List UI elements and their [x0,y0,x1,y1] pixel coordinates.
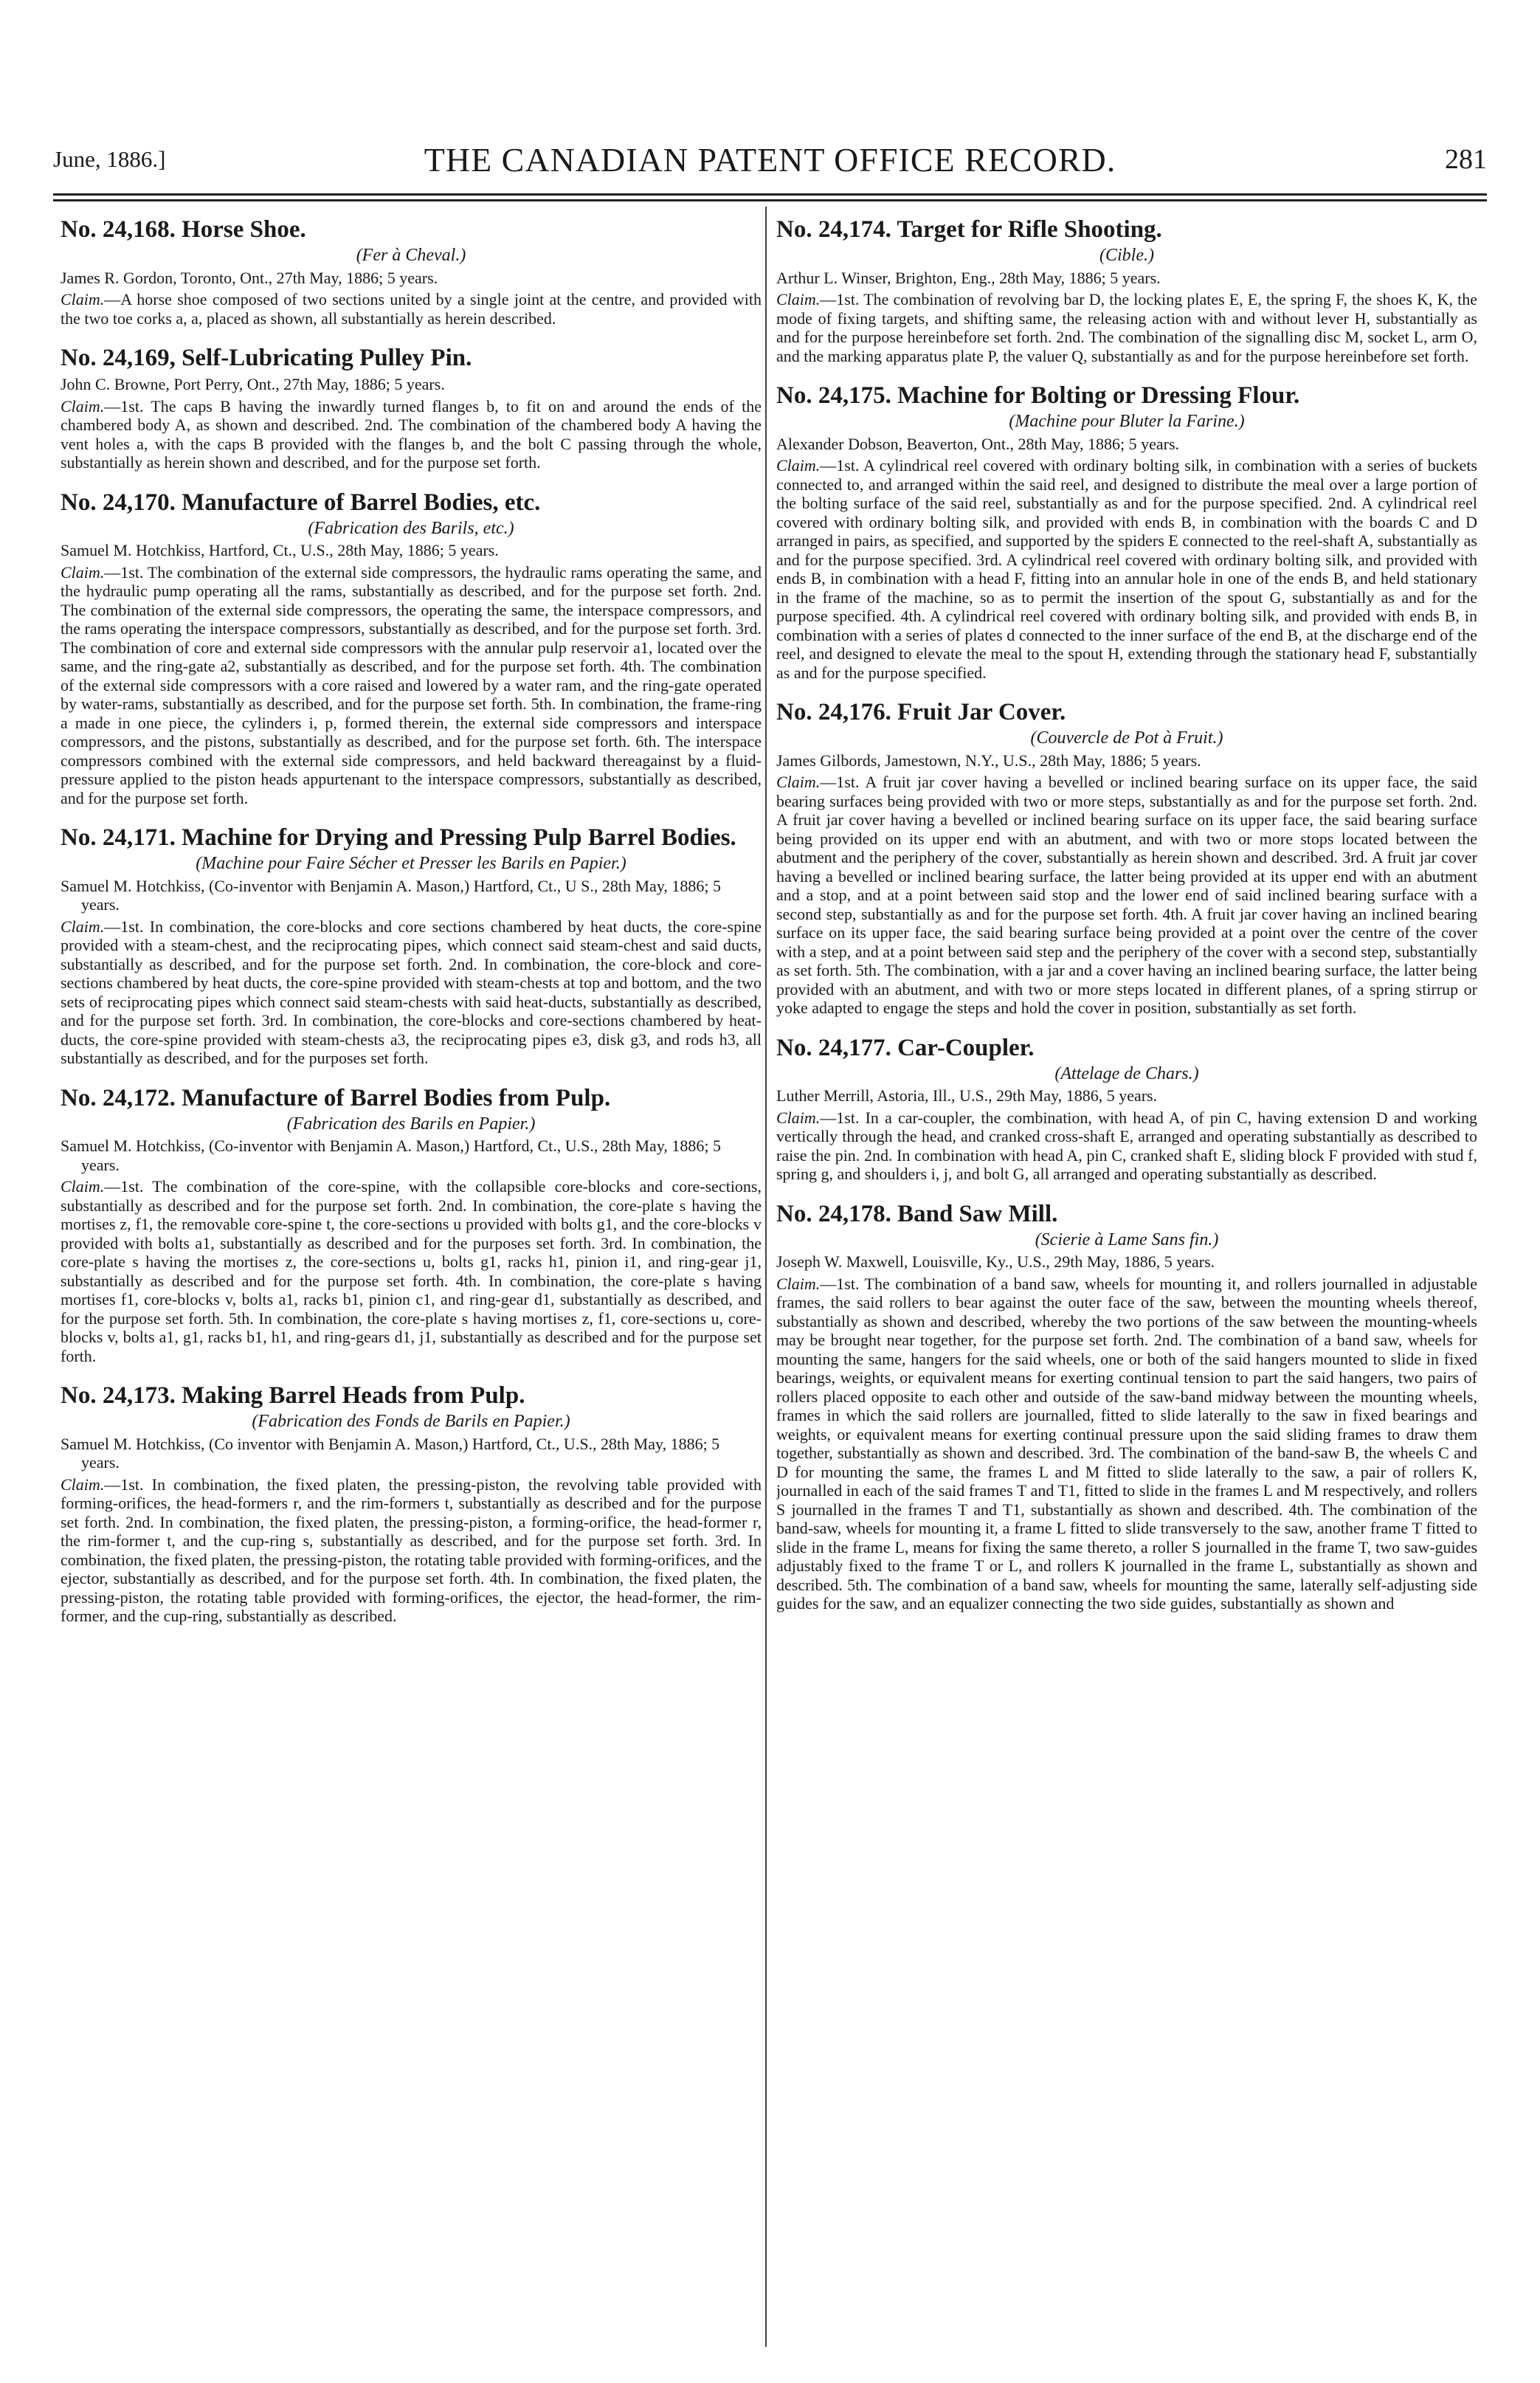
patent-title [61,1084,762,1112]
patent-title-text: No. 24,175. Machine for Bolting or Dressing Flour. [776,382,1300,409]
claim-text [61,563,762,808]
inventor-line: Arthur L. Winser, Brighton, Eng., 28th May, 1886; 5 years. [776,268,1161,287]
french-title: (Cible.) [1099,246,1154,265]
claim-text [61,917,762,1068]
claim-body: —1st. In combination, the fixed platen, the pressing-piston, the revolving table provided with forming-orifices, the head-formers r, and the rim-formers t, substantially as described and for the purpose set forth. 2nd. In combination, the fixed platen, the pressing-piston, a forming-orifice, the head-former r, the rim-former t, and the cup-ring s, substantially as described, and for the purpose set forth. 3rd. In combination, the fixed platen, the pressing-piston, the rotating table provided with forming-orifices, and the ejector, substantially as described, and for the purpose set forth. 4th. In combination, the fixed platen, the pressing-piston, the rotating table provided with forming-orifices, the ejector, the head-former, the rim-former, and the cup-ring, substantially as described. [61,1475,762,1625]
inventor-line: Samuel M. Hotchkiss, (Co inventor with Benjamin A. Mason,) Hartford, Ct., U.S., 28th May, 1886; 5 years. [61,1434,720,1472]
patent-title [61,215,762,244]
claim-text [776,290,1477,365]
claim-label: Claim. [776,773,821,791]
claim-label: Claim. [776,290,821,308]
patent-title-text: No. 24,170. Manufacture of Barrel Bodies, etc. [61,489,541,516]
patent-entry [61,1382,762,1626]
column-divider [765,207,767,2347]
claim-body: —1st. A cylindrical reel covered with ordinary bolting silk, in combination with a series of buckets connected to, and arranged within the said reel, and designed to distribute the meal over a large portion of the bolting surface of the said reel, substantially as and for the purpose specified. 2nd. A cylindrical reel covered with ordinary bolting silk, and provided with ends B, in combination with the boards C and D arranged in pairs, as specified, and supported by the spiders E connected to the reel-shaft A, substantially as and for the purpose specified. 3rd. A cylindrical reel covered with ordinary bolting silk, and provided with ends B, in combination with a head F, fitting into an annular hole in one of the ends B, and held stationary in the frame of the machine, so as to permit the insertion of the spout G, substantially as and for the purpose specified. 4th. A cylindrical reel covered with ordinary bolting silk, and provided with ends B, in combination with a series of plates d connected to the inner surface of the end B, at the discharge end of the reel, and designed to elevate the meal to the spout H, extending through the stationary head F, substantially as and for the purpose specified. [776,456,1477,682]
claim-label: Claim. [61,1475,105,1494]
patent-title [776,698,1477,726]
inventor-line: Samuel M. Hotchkiss, (Co-inventor with Benjamin A. Mason,) Hartford, Ct., U.S., 28th May, 1886; 5 years. [61,1137,722,1174]
claim-body: —1st. The combination of the external side compressors, the hydraulic rams operating the same, and the hydraulic pump operating all the rams, substantially as described, and for the purpose set forth. 2nd. The combination of the external side compressors, the operating the same, the interspace compressors, and the rams operating the interspace compressors, substantially as described, and for the purpose set forth. 3rd. The combination of core and external side compressors with the annular pulp reservoir a1, located over the same, and the ring-gate a2, substantially as described, and for the purpose set forth. 4th. The combination of the external side compressors with a core raised and lowered by a water ram, and the ring-gate operated by water-rams, substantially as described, and for the purpose set forth. 5th. In combination, the frame-ring a made in one piece, the cylinders i, p, formed therein, the external side compressors and interspace compressors, and the pistons, substantially as described, and for the purpose set forth. 6th. The interspace compressors combined with the external side compressors, and held backward thereagainst by a fluid-pressure applied to the piston heads appurtenant to the interspace compressors, substantially as described, and for the purpose set forth. [61,562,762,807]
french-title: (Fabrication des Fonds de Barils en Papier.) [252,1412,570,1431]
patent-title-text: No. 24,172. Manufacture of Barrel Bodies from Pulp. [61,1084,611,1111]
patent-title [776,215,1477,244]
left-column [61,215,762,2341]
patent-entry [61,824,762,1068]
inventor-line: James R. Gordon, Toronto, Ont., 27th May, 1886; 5 years. [61,268,438,287]
french-title: (Machine pour Faire Sécher et Presser les Barils en Papier.) [196,854,626,873]
claim-label: Claim. [61,917,105,936]
claim-label: Claim. [61,562,105,582]
inventor-line: Luther Merrill, Astoria, Ill., U.S., 29th May, 1886, 5 years. [776,1086,1158,1105]
inventor-line: Samuel M. Hotchkiss, (Co-inventor with Benjamin A. Mason,) Hartford, Ct., U S., 28th May, 1886; 5 years. [61,876,722,914]
patent-entry [61,215,762,328]
french-title: (Fabrication des Barils en Papier.) [286,1114,536,1134]
claim-text [61,1475,762,1626]
patent-title-text: No. 24,174. Target for Rifle Shooting. [776,216,1162,243]
header-rule [53,193,1487,196]
inventor-line: Joseph W. Maxwell, Louisville, Ky., U.S., 29th May, 1886, 5 years. [776,1252,1215,1271]
patent-entry [776,215,1477,365]
claim-text [776,1108,1477,1184]
patent-title-text: No. 24,177. Car-Coupler. [776,1034,1035,1061]
claim-label: Claim. [61,290,105,308]
claim-text [776,456,1477,682]
french-title: (Fabrication des Barils, etc.) [308,518,514,538]
claim-text [61,1177,762,1365]
journal-title: THE CANADIAN PATENT OFFICE RECORD. [424,141,1116,179]
page-number: 281 [1445,144,1487,175]
claim-label: Claim. [61,1177,105,1196]
patent-entry [776,382,1477,682]
patent-entry [776,1200,1477,1613]
issue-date: June, 1886.] [53,146,166,172]
patent-title [61,824,762,852]
claim-text [61,290,762,328]
claim-body: —1st. The combination of the core-spine, with the collapsible core-blocks and core-sections, substantially as described and for the purpose set forth. 2nd. In combination, the core-plate s having the mortises z, f1, the removable core-spine t, the core-sections u provided with bolts g1, and the core-blocks v provided with bolts a1, substantially as described and for the purposes set forth. 3rd. In combination, the core-plate s having the mortises z, the core-sections u, bolts g1, racks h1, pinion i1, and ring-gear j1, substantially as described and for the purpose set forth. 4th. In combination, the core-plate s having mortises f1, core-blocks v, bolts a1, racks b1, pinion c1, and ring-gear d1, substantially as described, and for the purpose set forth. 5th. In combination, the core-plate s having mortises z, f1, core-sections u, core-blocks v, bolts a1, g1, racks b1, h1, and ring-gears d1, j1, substantially as described and for the purpose set forth. [61,1177,762,1365]
patent-title [61,344,762,372]
french-title: (Scierie à Lame Sans fin.) [1035,1230,1219,1249]
claim-label: Claim. [61,396,105,415]
claim-label: Claim. [776,1274,821,1293]
patent-title-text: No. 24,176. Fruit Jar Cover. [776,699,1066,725]
claim-body: —A horse shoe composed of two sections united by a single joint at the centre, and provided with the two toe corks a, a, placed as shown, all substantially as herein described. [61,290,762,328]
claim-label: Claim. [776,456,821,475]
claim-body: —1st. The combination of a band saw, wheels for mounting it, and rollers journalled in adjustable frames, the said rollers to bear against the outer face of the saw, between the mounting wheels thereof, substantially as shown and described, whereby the two portions of the saw between the mounting-wheels may be brought near together, for the purpose set forth. 2nd. The combination of a band saw, wheels for mounting the same, hangers for the said wheels, one or both of the said hangers mounted to slide in fixed bearings, weights, or equivalent means for exerting continual tension to part the said hangers, two pairs of rollers placed opposite to each other and outside of the saw-band midway between the mounting wheels, frames in which the said rollers are journalled, fitted to slide laterally to the saw in fixed bearings and weights, or equivalent means for exerting continual pressure upon the said sliding frames to draw them together, substantially as shown and described. 3rd. The combination of the band-saw B, the wheels C and D for mounting the same, the frames L and M fitted to slide laterally to the saw, a pair of rollers K, journalled in each of the said frames T and T1, fitted to slide in the frames L and M respectively, and rollers S journalled in the frames T and T1, substantially as shown and described. 4th. The combination of the band-saw, wheels for mounting it, a frame L fitted to slide transversely to the saw, another frame T fitted to slide in the frame L, means for fixing the same thereto, a roller S journalled in the frame T, two saw-guides adjustably fixed to the frame T or L, and rollers K journalled in the frame L, substantially as shown and described. 5th. The combination of a band saw, wheels for mounting the same, laterally self-adjusting side guides for the saw, and an equalizer connecting the two side guides, substantially as shown and [776,1274,1477,1613]
patent-title [776,1200,1477,1228]
claim-text [776,1275,1477,1613]
claim-body: —1st. In combination, the core-blocks and core sections chambered by heat ducts, the core-spine provided with a steam-chest, and the reciprocating pipes, which connect said steam-chest and said ducts, substantially as described, and for the purpose set forth. 2nd. In combination, the core-block and core-sections chambered by heat ducts, the core-spine provided with steam-chests at top and bottom, and the two sets of reciprocating pipes which connect said steam-chests with said heat-ducts, substantially as described, and for the purpose set forth. 3rd. In combination, the core-blocks and core-sections chambered by heat-ducts, the core-spine provided with steam-chests a3, the reciprocating pipes e3, disk g3, and rods h3, all substantially as described, and for the purposes set forth. [61,917,762,1067]
right-column [776,215,1477,2341]
patent-entry [61,344,762,472]
claim-body: —1st. In a car-coupler, the combination, with head A, of pin C, having extension D and working vertically through the head, and cranked cross-shaft E, arranged and operating substantially as described to raise the pin. 2nd. In combination with head A, pin C, cranked shaft E, sliding block F provided with stud f, spring g, and shoulders i, j, and bolt G, all arranged and operating substantially as described. [776,1108,1477,1183]
claim-body: —1st. The combination of revolving bar D, the locking plates E, E, the spring F, the shoes K, K, the mode of fixing targets, and shifting same, the releasing action with and without lever H, substantially as and for the purpose hereinbefore set forth. 2nd. The combination of the signalling disc M, socket L, arm O, and the marking apparatus plate P, the valuer Q, substantially as and for the purpose hereinbefore set forth. [776,290,1477,365]
french-title: (Attelage de Chars.) [1054,1063,1199,1083]
inventor-line: John C. Browne, Port Perry, Ont., 27th May, 1886; 5 years. [61,375,445,393]
claim-text [61,397,762,472]
claim-label: Claim. [776,1108,821,1127]
french-title: (Fer à Cheval.) [356,246,466,265]
patent-title-text: No. 24,169, Self-Lubricating Pulley Pin. [61,345,472,371]
patent-entry [61,489,762,808]
patent-title [776,1034,1477,1062]
claim-body: —1st. The caps B having the inwardly turned flanges b, to fit on and around the ends of the chambered body A, as shown and described. 2nd. The combination of the chambered body A having the vent holes a, with the caps B provided with the flanges b, and the bolt C passing through the whole, substantially as herein shown and described, and for the purpose set forth. [61,396,762,472]
inventor-line: Samuel M. Hotchkiss, Hartford, Ct., U.S., 28th May, 1886; 5 years. [61,541,499,559]
patent-entry [776,698,1477,1018]
inventor-line: Alexander Dobson, Beaverton, Ont., 28th May, 1886; 5 years. [776,434,1180,453]
french-title: (Couvercle de Pot à Fruit.) [1030,728,1223,748]
patent-title [776,382,1477,410]
patent-entry [776,1034,1477,1184]
patent-title-text: No. 24,178. Band Saw Mill. [776,1200,1058,1227]
patent-title-text: No. 24,173. Making Barrel Heads from Pulp. [61,1382,525,1409]
patent-title [61,489,762,517]
claim-text [776,773,1477,1018]
page-header [53,136,1487,187]
inventor-line: James Gilbords, Jamestown, N.Y., U.S., 28th May, 1886; 5 years. [776,751,1201,770]
patent-entry [61,1084,762,1366]
patent-title-text: No. 24,171. Machine for Drying and Pressing Pulp Barrel Bodies. [61,824,736,851]
patent-title [61,1382,762,1410]
french-title: (Machine pour Bluter la Farine.) [1009,412,1245,431]
patent-title-text: No. 24,168. Horse Shoe. [61,216,306,243]
claim-body: —1st. A fruit jar cover having a bevelled or inclined bearing surface on its upper face, the said bearing surfaces being provided with two or more steps, substantially as and for the purpose set forth. 2nd. A fruit jar cover having a bevelled or inclined bearing surface on its upper face, the said bearing surface being provided on its upper end with an abutment, and with two or more stops located between the abutment and the periphery of the cover, substantially as herein shown and described. 3rd. A fruit jar cover having a bevelled or inclined bearing surface, the latter being provided at its upper end with an abutment and a stop, and at a point between said stop and the lower end of said inclined bearing surface with a second step, substantially as and for the purpose set forth. 4th. A fruit jar cover having an inclined bearing surface on its upper face, the said bearing surface being provided at a point over the centre of the cover with a step, and at a point between said step and the periphery of the cover with a second step, substantially as set forth. 5th. The combination, with a jar and a cover having an inclined bearing surface, the latter being provided with an abutment, and with two or more steps located in different planes, of a spring stirrup or yoke adapted to engage the steps and hold the cover in position, substantially as set forth. [776,773,1477,1017]
header-rule-double [53,199,1487,201]
